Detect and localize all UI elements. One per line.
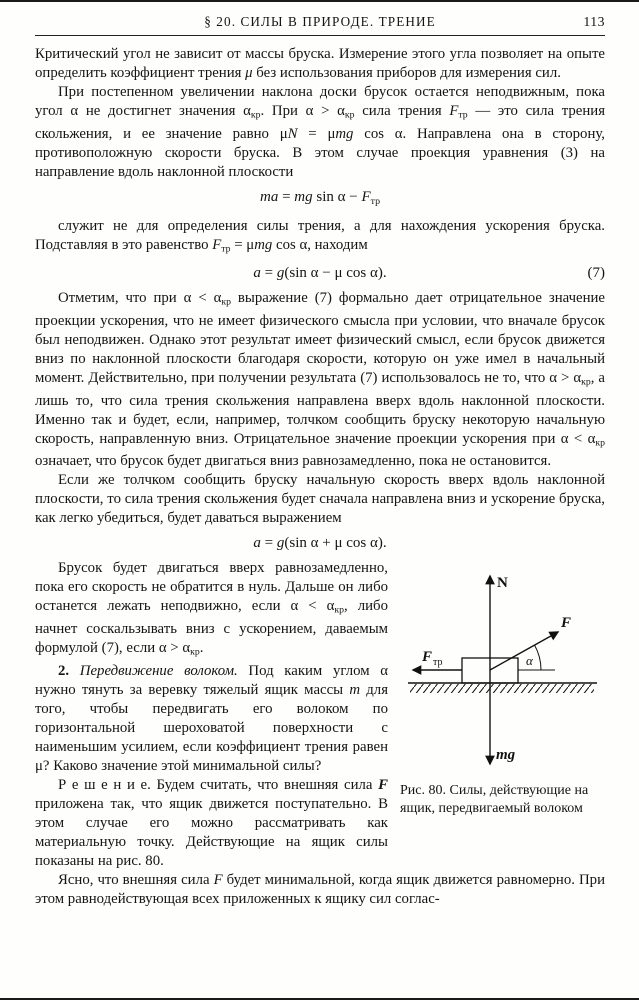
equation-body: a = g(sin α − μ cos α). <box>253 265 387 282</box>
ground-hatching <box>410 684 594 693</box>
label-applied-force: F <box>561 615 572 632</box>
paragraph-incline-increase: При постепенном увеличении наклона доски брусок остается неподвижным, пока угол α не достигнет значения αкр. При α > αкр сила трения Fтр — это сила трения скольжения, и ее значение равно μN = μmg cos α. Направлена она в сторону, противоположную скорости бруска. В этом случае проекция уравнения (3) на направление вдоль наклонной плоскости <box>35 84 605 180</box>
paragraph-problem-dragging: 2. Передвижение волоком. Под каким углом α нужно тянуть за веревку тяжелый ящик массы m для того, чтобы передвигать его волоком по горизонтальной шероховатой поверхности с наименьшим усилием, если коэффициент трения равен μ? Каково значение этой минимальной силы? <box>35 662 388 774</box>
applied-force-arrow <box>490 632 558 670</box>
equation-newton-incline <box>35 188 605 211</box>
paragraph-critical-angle: Критический угол не зависит от массы бруска. Измерение этого угла позволяет на опыте определить коэффициент трения μ без использования приборов для измерения сил. <box>35 46 605 81</box>
label-gravity: mg <box>496 747 516 764</box>
equation-number: (7) <box>587 265 605 282</box>
equation-acceleration-up <box>35 534 605 553</box>
figure-80 <box>400 561 605 866</box>
paragraph-solution: Р е ш е н и е. Будем считать, что внешняя сила F приложена так, что ящик движется поступательно. В этом случае его можно рассматривать как материальную точку. Действующие на ящик силы показаны на рис. 80. <box>35 776 388 869</box>
label-normal-force: N <box>497 575 508 592</box>
paragraph-remark: Отметим, что при α < αкр выражение (7) формально дает отрицательное значение проекции ускорения, что не имеет физического смысла при условии, что вначале брусок был неподвижен. Однако этот результат имеет физический смысл, если брусок движется вниз по наклонной плоскости благодаря скорости, которую он уже имел в начальный момент. Действительно, при получении результата (7) использовалось не то, что α > αкр, а лишь то, что сила трения скольжения направлена вверх вдоль наклонной плоскости. Именно так и будет, если, например, толчком сообщить бруску некоторую начальную скорость, направленную вниз. Отрицательное значение проекции ускорения при α < αкр означает, что брусок будет двигаться вниз равнозамедленно, пока не остановится. <box>35 290 605 470</box>
equation-7 <box>35 264 605 283</box>
equation-body: ma = mg sin α − Fтр <box>259 188 381 207</box>
equation-body: a = g(sin α + μ cos α). <box>253 535 387 552</box>
angle-arc <box>535 645 542 670</box>
figure-80-drawing <box>400 561 605 779</box>
label-angle: α <box>526 653 533 669</box>
page-body <box>35 45 605 909</box>
paragraph-conclusion: Ясно, что внешняя сила F будет минимальной, когда ящик движется равномерно. При этом равнодействующая всех приложенных к ящику сил соглас- <box>35 871 605 907</box>
page-number: 113 <box>583 14 605 29</box>
paragraph-push-up: Если же толчком сообщить бруску начальную скорость вверх вдоль наклонной плоскости, то сила трения скольжения будет сначала направлена вниз и ускорение бруска, как легко убедиться, будет даваться выражением <box>35 472 605 527</box>
paragraph-block-moves-up: Брусок будет двигаться вверх равнозамедленно, пока его скорость не обратится в нуль. Дальше он либо останется лежать неподвижно, если α < αкр, либо начнет соскальзывать вниз с ускорением, даваемым формулой (7), если α > αкр. <box>35 560 388 658</box>
label-friction-subscript: тр <box>433 657 443 669</box>
figure-caption: Рис. 80. Силы, действующие на ящик, передвигаемый волоком <box>400 783 589 817</box>
label-friction-force: F <box>422 649 433 666</box>
section-title: § 20. СИЛЫ В ПРИРОДЕ. ТРЕНИЕ <box>204 14 436 29</box>
page-header <box>35 14 605 36</box>
paragraph-substitute: служит не для определения силы трения, а для нахождения ускорения бруска. Подставляя в это равенство Fтр = μmg cos α, находим <box>35 217 605 255</box>
